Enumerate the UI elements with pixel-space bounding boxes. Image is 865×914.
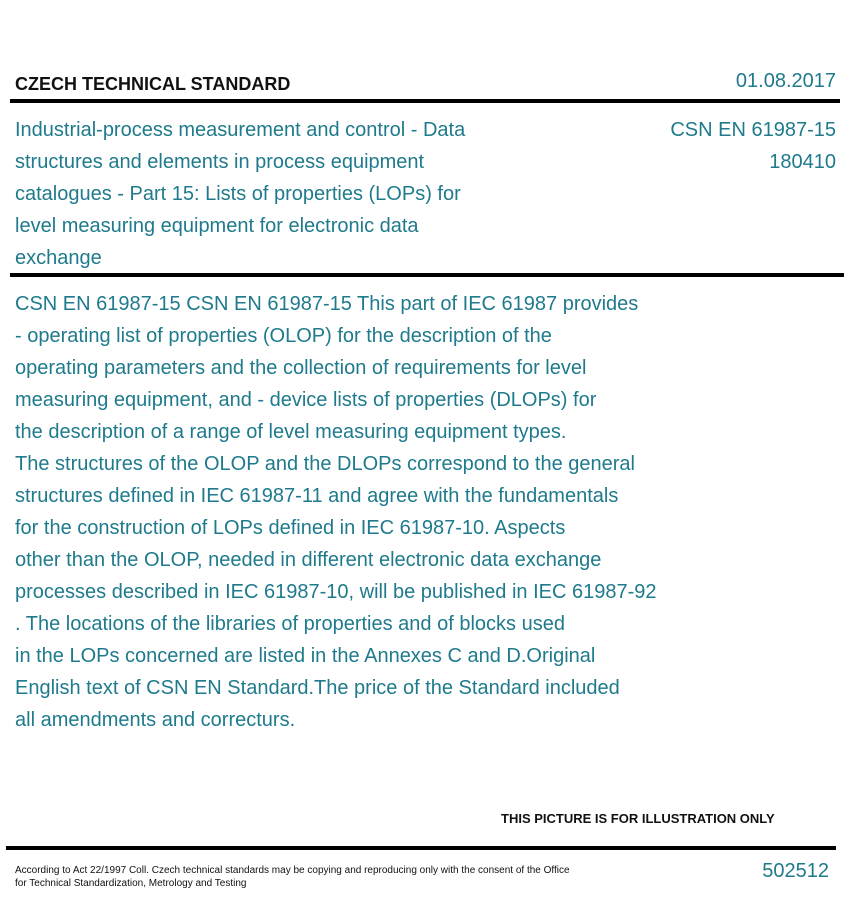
footer-rule bbox=[6, 846, 836, 850]
title-rule bbox=[10, 273, 844, 277]
standard-title: Industrial-process measurement and control - Data structures and elements in process equipment catalogues - Part 15: Lists of properties (LOPs) for level measuring equipment for electronic data exchange bbox=[15, 119, 466, 269]
standard-type-label: CZECH TECHNICAL STANDARD bbox=[15, 74, 291, 94]
legal-notice-line-2: for Technical Standardization, Metrology and Testing bbox=[15, 878, 247, 889]
legal-notice-line-1: According to Act 22/1997 Coll. Czech technical standards may be copying and reproducing only with the consent of the Office bbox=[15, 865, 570, 876]
legal-notice bbox=[15, 864, 595, 890]
standard-description: CSN EN 61987-15 CSN EN 61987-15 This part of IEC 61987 provides - operating list of properties (OLOP) for the description of the operating parameters and the collection of requirements for level measuring equipment, and - device lists of properties (DLOPs) for the description of a range of level measuring equipment types. The structures of the OLOP and the DLOPs correspond to the general structures defined in IEC 61987-11 and agree with the fundamentals for the construction of LOPs defined in IEC 61987-10. Aspects other than the OLOP, needed in different electronic data exchange processes described in IEC 61987-10, will be published in IEC 61987-92 . The locations of the libraries of properties and of blocks used in the LOPs concerned are listed in the Annexes C and D.Original English text of CSN EN Standard.The price of the Standard included all amendments and correcturs. bbox=[15, 293, 657, 731]
publication-date: 01.08.2017 bbox=[735, 70, 836, 92]
standard-code: CSN EN 61987-15 bbox=[670, 119, 836, 141]
class-number: 180410 bbox=[769, 151, 836, 173]
document-code: 502512 bbox=[762, 860, 829, 882]
illustration-note: THIS PICTURE IS FOR ILLUSTRATION ONLY bbox=[501, 811, 775, 826]
header-rule bbox=[10, 99, 840, 103]
standard-code-block bbox=[670, 114, 836, 178]
